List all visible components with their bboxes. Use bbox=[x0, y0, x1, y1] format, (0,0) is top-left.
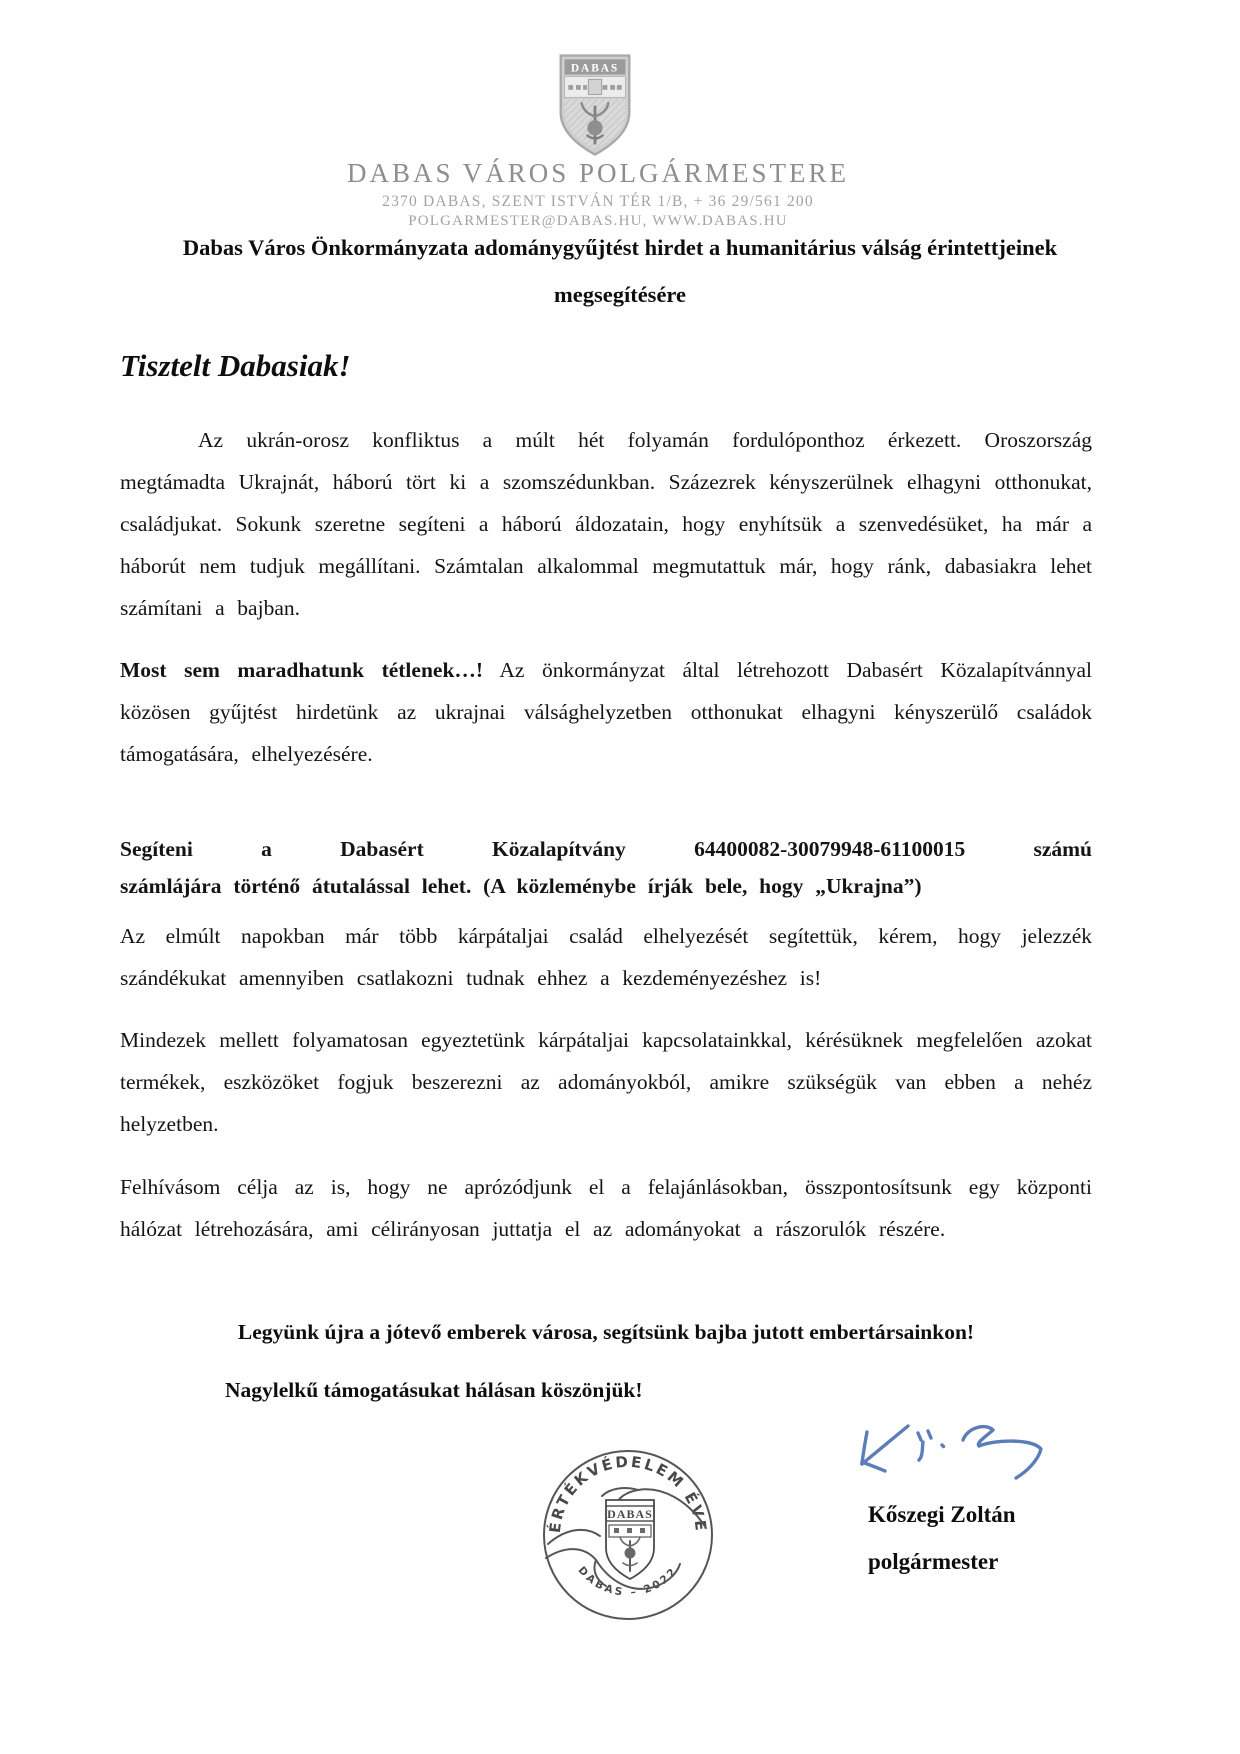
salutation: Tisztelt Dabasiak! bbox=[120, 348, 351, 383]
city-crest-icon bbox=[555, 52, 635, 160]
office-title: DABAS VÁROS POLGÁRMESTERE bbox=[346, 158, 850, 188]
paragraph-bank-account bbox=[120, 831, 1092, 905]
stamp-arc-bottom-text: DABAS – 2022 bbox=[575, 1564, 681, 1599]
paragraph-coordination: Mindezek mellett folyamatosan egyeztetünk kárpátaljai kapcsolatainkkal, kérésüknek megfelelően azokat termékek, eszközöket fogjuk beszerezni az adományokból, amikre szükségük van ebben a nehéz helyzetben. bbox=[120, 1028, 1092, 1136]
bank-transfer-note: számlájára történő átutalással lehet. (A közleménybe írják bele, hogy „Ukrajna”) bbox=[120, 874, 922, 898]
signer-name: Kőszegi Zoltán bbox=[868, 1502, 1016, 1527]
signer-role: polgármester bbox=[868, 1549, 999, 1574]
thanks-line: Nagylelkű támogatásukat hálásan köszönjük! bbox=[225, 1378, 643, 1402]
office-address: 2370 DABAS, SZENT ISTVÁN TÉR 1/B, + 36 29/561 200 bbox=[382, 193, 814, 210]
stamp-crest-label: DABAS bbox=[607, 1507, 653, 1521]
closing-call: Legyünk újra a jótevő emberek városa, segítsünk bajba jutott embertársainkon! bbox=[237, 1320, 975, 1344]
handwritten-signature-icon bbox=[845, 1408, 1065, 1498]
paragraph-network: Felhívásom célja az is, hogy ne aprózódjunk el a felajánlásokban, összpontosítsunk egy központi hálózat létrehozására, ami célirányosan juttatja el az adományokat a rászorulók részére. bbox=[120, 1175, 1092, 1241]
paragraph-appeal bbox=[120, 649, 1092, 775]
paragraph-appeal-lead: Most sem maradhatunk tétlenek…! bbox=[120, 658, 484, 682]
stamp-arc-top-text: ÉRTÉKVÉDELEM ÉVE bbox=[545, 1452, 711, 1534]
paragraph-conflict: Az ukrán-orosz konfliktus a múlt hét folyamán fordulóponthoz érkezett. Oroszország megtámadta Ukrajnát, háború tört ki a szomszédunkban. Százezrek kényszerülnek elhagyni otthonukat, családjukat. Sokunk szeretne segíteni a háború áldozatain, hogy enyhítsük a szenvedésüket, ha már a háborút nem tudjuk megállítani. Számtalan alkalommal megmutattuk már, hogy ránk, dabasiakra lehet számítani a bajban. bbox=[120, 428, 1092, 620]
stamp-crest-icon bbox=[606, 1500, 654, 1579]
document-title: Dabas Város Önkormányzata adománygyűjtést hirdet a humanitárius válság érintettjeinek megsegítésére bbox=[182, 235, 1058, 307]
bank-account-line: Segíteni a Dabasért Közalapítvány 64400082-30079948-61100015 számú bbox=[120, 837, 1092, 861]
paragraph-appeal-rest: Az önkormányzat által létrehozott Dabasért Közalapítvánnyal közösen gyűjtést hirdetünk az ukrajnai válsághelyzetben otthonukat elhagyni kényszerülő családok támogatására, elhelyezésére. bbox=[120, 658, 1092, 766]
value-protection-stamp-icon bbox=[538, 1444, 718, 1624]
office-contacts: POLGARMESTER@DABAS.HU, WWW.DABAS.HU bbox=[408, 213, 788, 229]
crest-label: DABAS bbox=[570, 62, 620, 75]
paragraph-families: Az elmúlt napokban már több kárpátaljai család elhelyezését segítettük, kérem, hogy jelezzék szándékukat amennyiben csatlakozni tudnak ehhez a kezdeményezéshez is! bbox=[120, 924, 1092, 990]
